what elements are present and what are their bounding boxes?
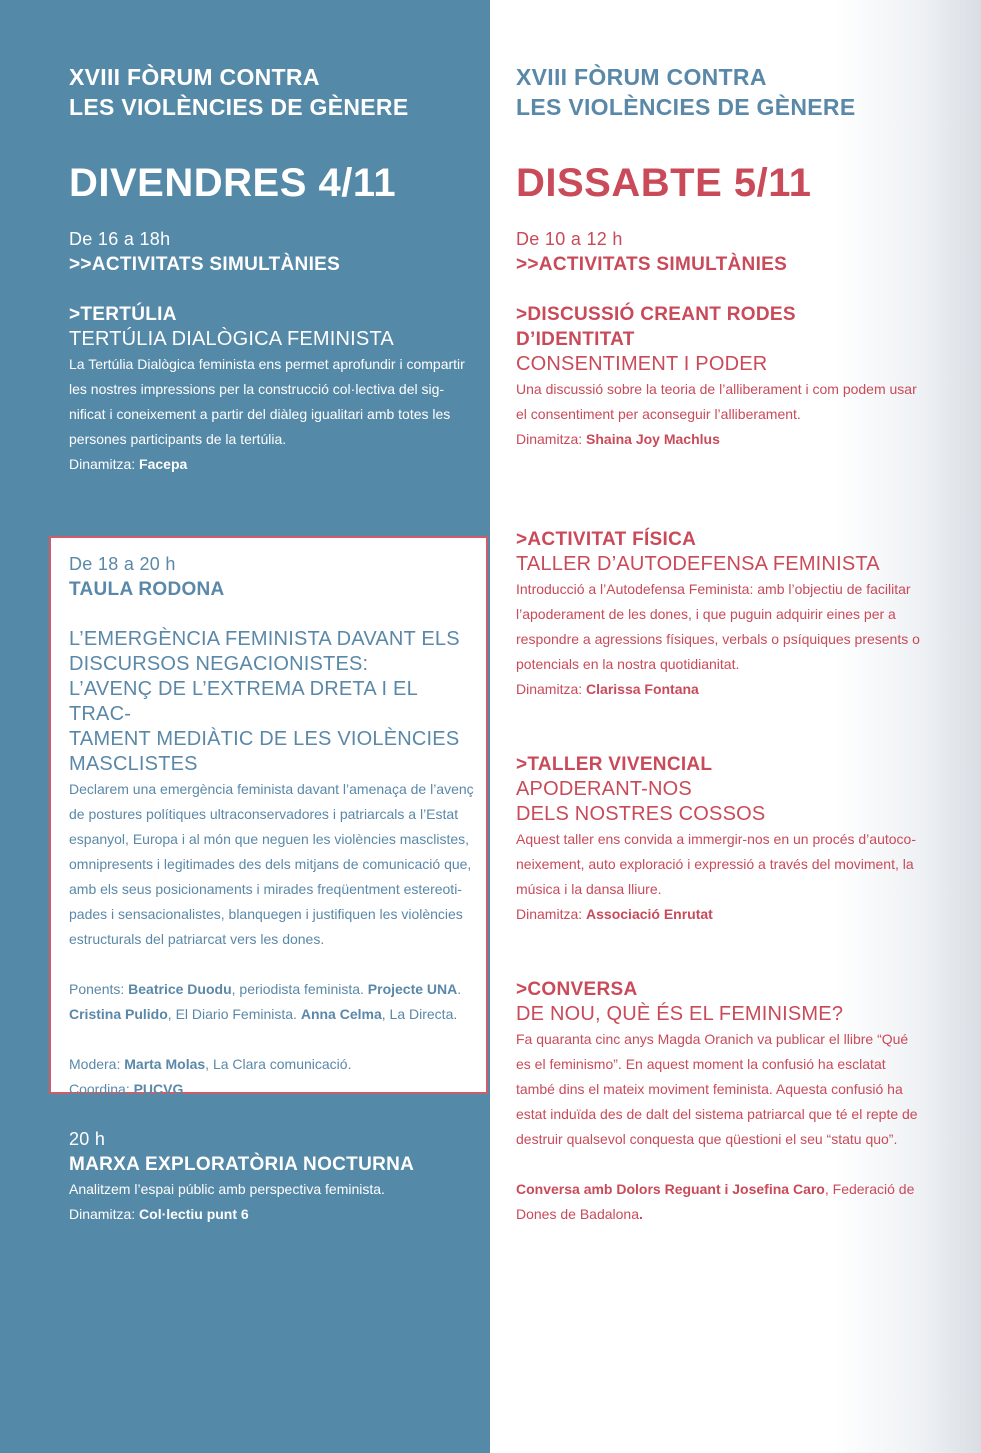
coordina-line: Coordina: PUCVG xyxy=(69,1081,184,1097)
forum-title-right: XVIII FÒRUM CONTRA LES VIOLÈNCIES DE GÈNERE xyxy=(516,64,856,120)
section-label: >>ACTIVITATS SIMULTÀNIES xyxy=(516,254,788,275)
dinamitza-line: Dinamitza: Associació Enrutat xyxy=(516,906,713,922)
dinamitza-line: Dinamitza: Col·lectiu punt 6 xyxy=(69,1206,249,1222)
round-table-description: Declarem una emergència feminista davant l’amenaça de l’avenç de postures polítiques ultraconservadores i patriarcals a l’Estat espanyol, Europa i al món que neguen les violències masclistes, omnipresents i legitimades des dels mitjans de comunicació que, amb els seus posicionaments i mirades freqüentment estereoti- pades i sensacionalistes, blanquegen i justifiquen les violències estructurals del patriarcat vers les dones. Ponents: Beatrice Duodu, periodista feminista. Projecte UNA. Cristina Pulido, El Diario Feminista. Anna Celma, La Directa. Modera: Marta Molas, La Clara comunicació. Coordina: PUCVG xyxy=(69,777,479,1102)
friday-block2 xyxy=(69,552,479,1102)
section-label: >>ACTIVITATS SIMULTÀNIES xyxy=(69,254,341,275)
activity-conversa: >CONVERSA DE NOU, QUÈ ÉS EL FEMINISME? Fa quaranta cinc anys Magda Oranich va publicar el llibre “Qué es el feminismo”. En aquest moment la confusió ha esclatat també dins el mateix moviment feminista. Aquesta confusió ha estat induïda des de dalt del sistema patriarcal que té el repte de destruir qualsevol conquesta que qüestioni el seu “statu quo”. Conversa amb Dolors Reguant i Josefina Caro, Federació de Dones de Badalona. xyxy=(516,977,926,1227)
time: De 16 a 18h xyxy=(69,229,171,249)
activity-vivencial: >TALLER VIVENCIAL APODERANT-NOS DELS NOSTRES COSSOS Aquest taller ens convida a immergir-nos en un procés d’autoco- neixement, auto exploració i expressió a través del moviment, la música i la dansa lliure. Dinamitza: Associació Enrutat xyxy=(516,752,926,927)
modera-line: Modera: Marta Molas, La Clara comunicació. xyxy=(69,1056,352,1072)
saturday-activities xyxy=(516,227,926,1227)
ponents-line-2: Cristina Pulido, El Diario Feminista. Anna Celma, La Directa. xyxy=(69,1006,458,1022)
forum-title-left: XVIII FÒRUM CONTRA LES VIOLÈNCIES DE GÈNERE xyxy=(69,64,409,120)
activity-kind: TAULA RODONA xyxy=(69,579,225,600)
friday-block1 xyxy=(69,227,479,477)
conversa-line: Conversa amb Dolors Reguant i Josefina Caro, Federació de xyxy=(516,1181,915,1197)
dinamitza-line: Dinamitza: Shaina Joy Machlus xyxy=(516,431,720,447)
time: De 10 a 12 h xyxy=(516,229,623,249)
activity-kind: MARXA EXPLORATÒRIA NOCTURNA xyxy=(69,1154,415,1175)
friday-day-heading: DIVENDRES 4/11 xyxy=(69,161,397,205)
time: 20 h xyxy=(69,1129,106,1149)
activity-title: TERTÚLIA DIALÒGICA FEMINISTA xyxy=(69,328,394,350)
ponents-line: Ponents: Beatrice Duodu, periodista feminista. Projecte UNA. xyxy=(69,981,462,997)
activity-kind: >TERTÚLIA xyxy=(69,304,177,325)
conversa-line-2: Dones de Badalona. xyxy=(516,1206,643,1222)
friday-block3 xyxy=(69,1127,479,1227)
saturday-day-heading: DISSABTE 5/11 xyxy=(516,161,812,205)
activity-description: Analitzem l’espai públic amb perspectiva feminista. xyxy=(69,1181,385,1197)
activity-discussio: >DISCUSSIÓ CREANT RODES D’IDENTITAT CONSENTIMENT I PODER Una discussió sobre la teoria de l’alliberament i com podem usar el consentiment per aconseguir l’alliberament. Dinamitza: Shaina Joy Machlus xyxy=(516,302,926,452)
dinamitza-line: Dinamitza: Clarissa Fontana xyxy=(516,681,699,697)
round-table-title: L’EMERGÈNCIA FEMINISTA DAVANT ELS DISCURSOS NEGACIONISTES: L’AVENÇ DE L’EXTREMA DRETA I EL TRAC- TAMENT MEDIÀTIC DE LES VIOLÈNCIES MASCLISTES xyxy=(69,628,460,775)
time: De 18 a 20 h xyxy=(69,554,176,574)
dinamitza-line: Dinamitza: Facepa xyxy=(69,456,188,472)
activity-fisica: >ACTIVITAT FÍSICA TALLER D’AUTODEFENSA FEMINISTA Introducció a l’Autodefensa Feminista: amb l’objectiu de facilitar l’apoderament de les dones, i que puguin adquirir eines per a respondre a agressions físiques, verbals o psíquiques presents o potencials en la nostra quotidianitat. Dinamitza: Clarissa Fontana xyxy=(516,527,926,702)
activity-description: La Tertúlia Dialògica feminista ens permet aprofundir i compartir les nostres impressions per la construcció col·lectiva del sig- nificat i coneixement a partir del diàleg igualitari amb totes les persones participants de la tertúlia. Dinamitza: Facepa xyxy=(69,352,479,477)
